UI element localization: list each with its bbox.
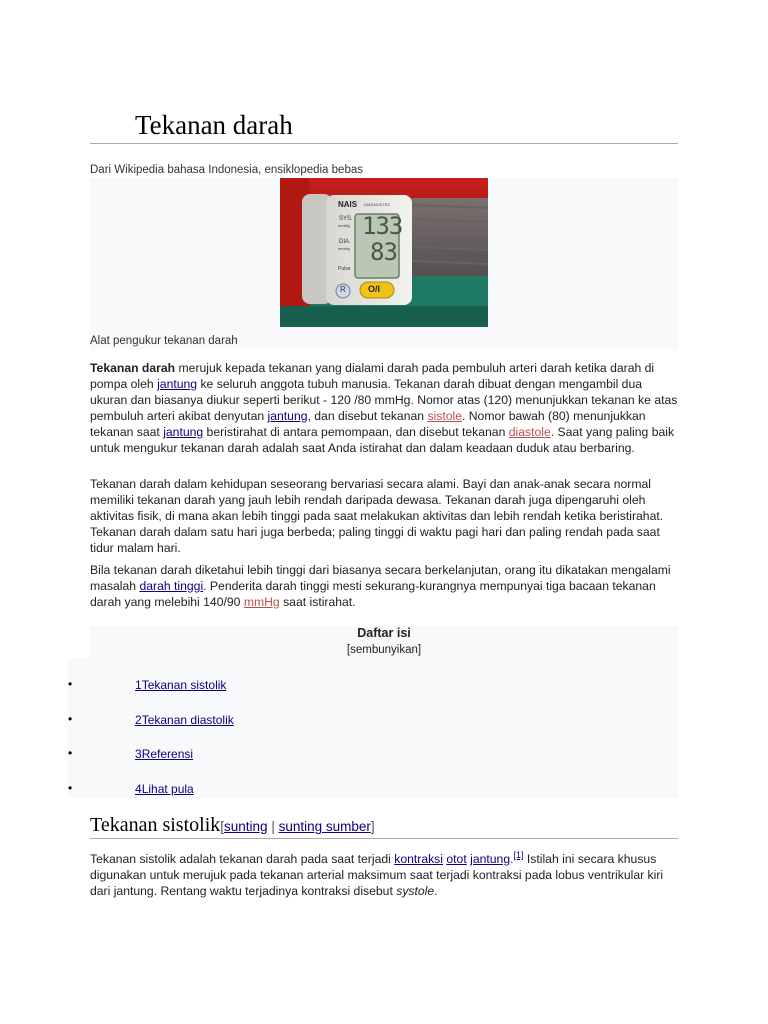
list-bullet: • xyxy=(68,677,73,691)
link-diastole[interactable]: diastole xyxy=(508,425,551,439)
edit-source-link[interactable]: sunting sumber xyxy=(278,819,371,834)
section-edit-links: [sunting | sunting sumber] xyxy=(220,819,375,834)
variation-paragraph: Tekanan darah dalam kehidupan seseorang bervariasi secara alami. Bayi dan anak-anak secara normal memiliki tekanan darah yang jauh lebih rendah daripada dewasa. Tekanan darah juga dipengaruhi oleh aktivitas fisik, di mana akan lebih tinggi pada saat melakukan aktivitas dan lebih rendah ketika beristirahat. Tekanan darah dalam satu hari juga berbeda; paling tinggi di waktu pagi hari dan paling rendah pada saat tidur malam hari. xyxy=(90,477,664,555)
toc-item[interactable] xyxy=(68,678,268,694)
toc-link-referensi[interactable]: 3Referensi xyxy=(135,747,194,761)
sistolik-paragraph: Tekanan sistolik adalah tekanan darah pada saat terjadi kontraksi otot jantung.[1] Istilah ini secara khusus digunakan untuk merujuk pada tekanan arterial maksimum saat terjadi kontraksi pada lobus ventrikular kiri dari jantung. Rentang waktu terjadinya kontraksi disebut systole. xyxy=(90,850,664,899)
toc-link-tekanan-diastolik[interactable]: 2Tekanan diastolik xyxy=(135,713,234,727)
title-divider xyxy=(90,143,678,144)
link-darah-tinggi[interactable]: darah tinggi xyxy=(139,579,204,593)
toc-toggle[interactable] xyxy=(90,644,678,656)
systolic-display: 133 xyxy=(362,212,403,240)
figure-caption: Alat pengukur tekanan darah xyxy=(90,335,238,347)
monitor-model-text: DIAGNOSTEC xyxy=(364,202,391,207)
site-tagline: Dari Wikipedia bahasa Indonesia, ensiklopedia bebas xyxy=(90,164,363,176)
toc-item[interactable] xyxy=(68,747,268,763)
link-kontraksi[interactable]: kontraksi xyxy=(394,852,443,867)
link-jantung-4[interactable]: jantung xyxy=(470,852,511,867)
page-title: Tekanan darah xyxy=(135,110,293,140)
memory-button-label: R xyxy=(340,285,346,294)
table-of-contents xyxy=(90,626,678,798)
intro-paragraph: Tekanan darah merujuk kepada tekanan yang dialami darah pada pembuluh arteri darah ketika darah di pompa oleh jantung ke seluruh anggota tubuh manusia. Tekanan darah dibuat dengan mengambil dua ukuran dan biasanya diukur seperti berikut - 120 /80 mmHg. Nomor atas (120) menunjukkan tekanan ke atas pembuluh arteri akibat denyutan jantung, dan disebut tekanan sistole. Nomor bawah (80) menunjukkan tekanan saat jantung beristirahat di antara pemompaan, dan disebut tekanan diastole. Saat yang paling baik untuk mengukur tekanan darah adalah saat Anda istirahat dan dalam keadaan duduk atau berbaring. xyxy=(90,361,678,455)
dia-label: DIA. xyxy=(339,239,351,245)
diastolic-display: 83 xyxy=(370,238,397,266)
toc-link-lihat-pula[interactable]: 4Lihat pula xyxy=(135,782,194,796)
link-jantung-3[interactable]: jantung xyxy=(163,425,204,439)
list-bullet: • xyxy=(68,781,73,795)
bold-term: Tekanan darah xyxy=(90,361,176,375)
edit-link[interactable]: sunting xyxy=(224,819,268,834)
dia-unit: mmHg xyxy=(338,246,350,251)
sys-label: SYS. xyxy=(339,216,353,222)
term-systole: systole xyxy=(396,884,435,899)
pulse-label: Pulse xyxy=(338,266,351,272)
section-heading-sistolik: Tekanan sistolik[sunting | sunting sumber] xyxy=(90,814,375,836)
toc-title: Daftar isi xyxy=(357,626,411,640)
section-divider xyxy=(90,838,678,839)
monitor-brand-text: NAIS xyxy=(338,200,358,209)
link-jantung[interactable]: jantung xyxy=(157,377,198,391)
list-bullet: • xyxy=(68,746,73,760)
thumbnail-figure xyxy=(90,178,678,349)
link-otot[interactable]: otot xyxy=(446,852,467,867)
hypertension-paragraph: Bila tekanan darah diketahui lebih tinggi dari biasanya secara berkelanjutan, orang itu dikatakan mengalami masalah darah tinggi. Penderita darah tinggi mesti sekurang-kurangnya mempunyai tiga bacaan tekanan darah yang melebihi 140/90 mmHg saat istirahat. xyxy=(90,563,671,609)
link-sistole[interactable]: sistole xyxy=(427,409,462,423)
reference-1[interactable]: [1] xyxy=(513,850,524,860)
power-button-label: O/I xyxy=(368,284,381,294)
blood-pressure-monitor-image[interactable] xyxy=(280,178,488,327)
toc-item[interactable] xyxy=(68,713,268,729)
toc-link-tekanan-sistolik[interactable]: 1Tekanan sistolik xyxy=(135,678,227,692)
link-jantung-2[interactable]: jantung xyxy=(267,409,308,423)
toc-item[interactable] xyxy=(68,782,268,798)
link-mmhg[interactable]: mmHg xyxy=(243,595,280,609)
toc-hide-link[interactable]: [sembunyikan] xyxy=(346,644,422,656)
sys-unit: mmHg xyxy=(338,223,350,228)
list-bullet: • xyxy=(68,712,73,726)
